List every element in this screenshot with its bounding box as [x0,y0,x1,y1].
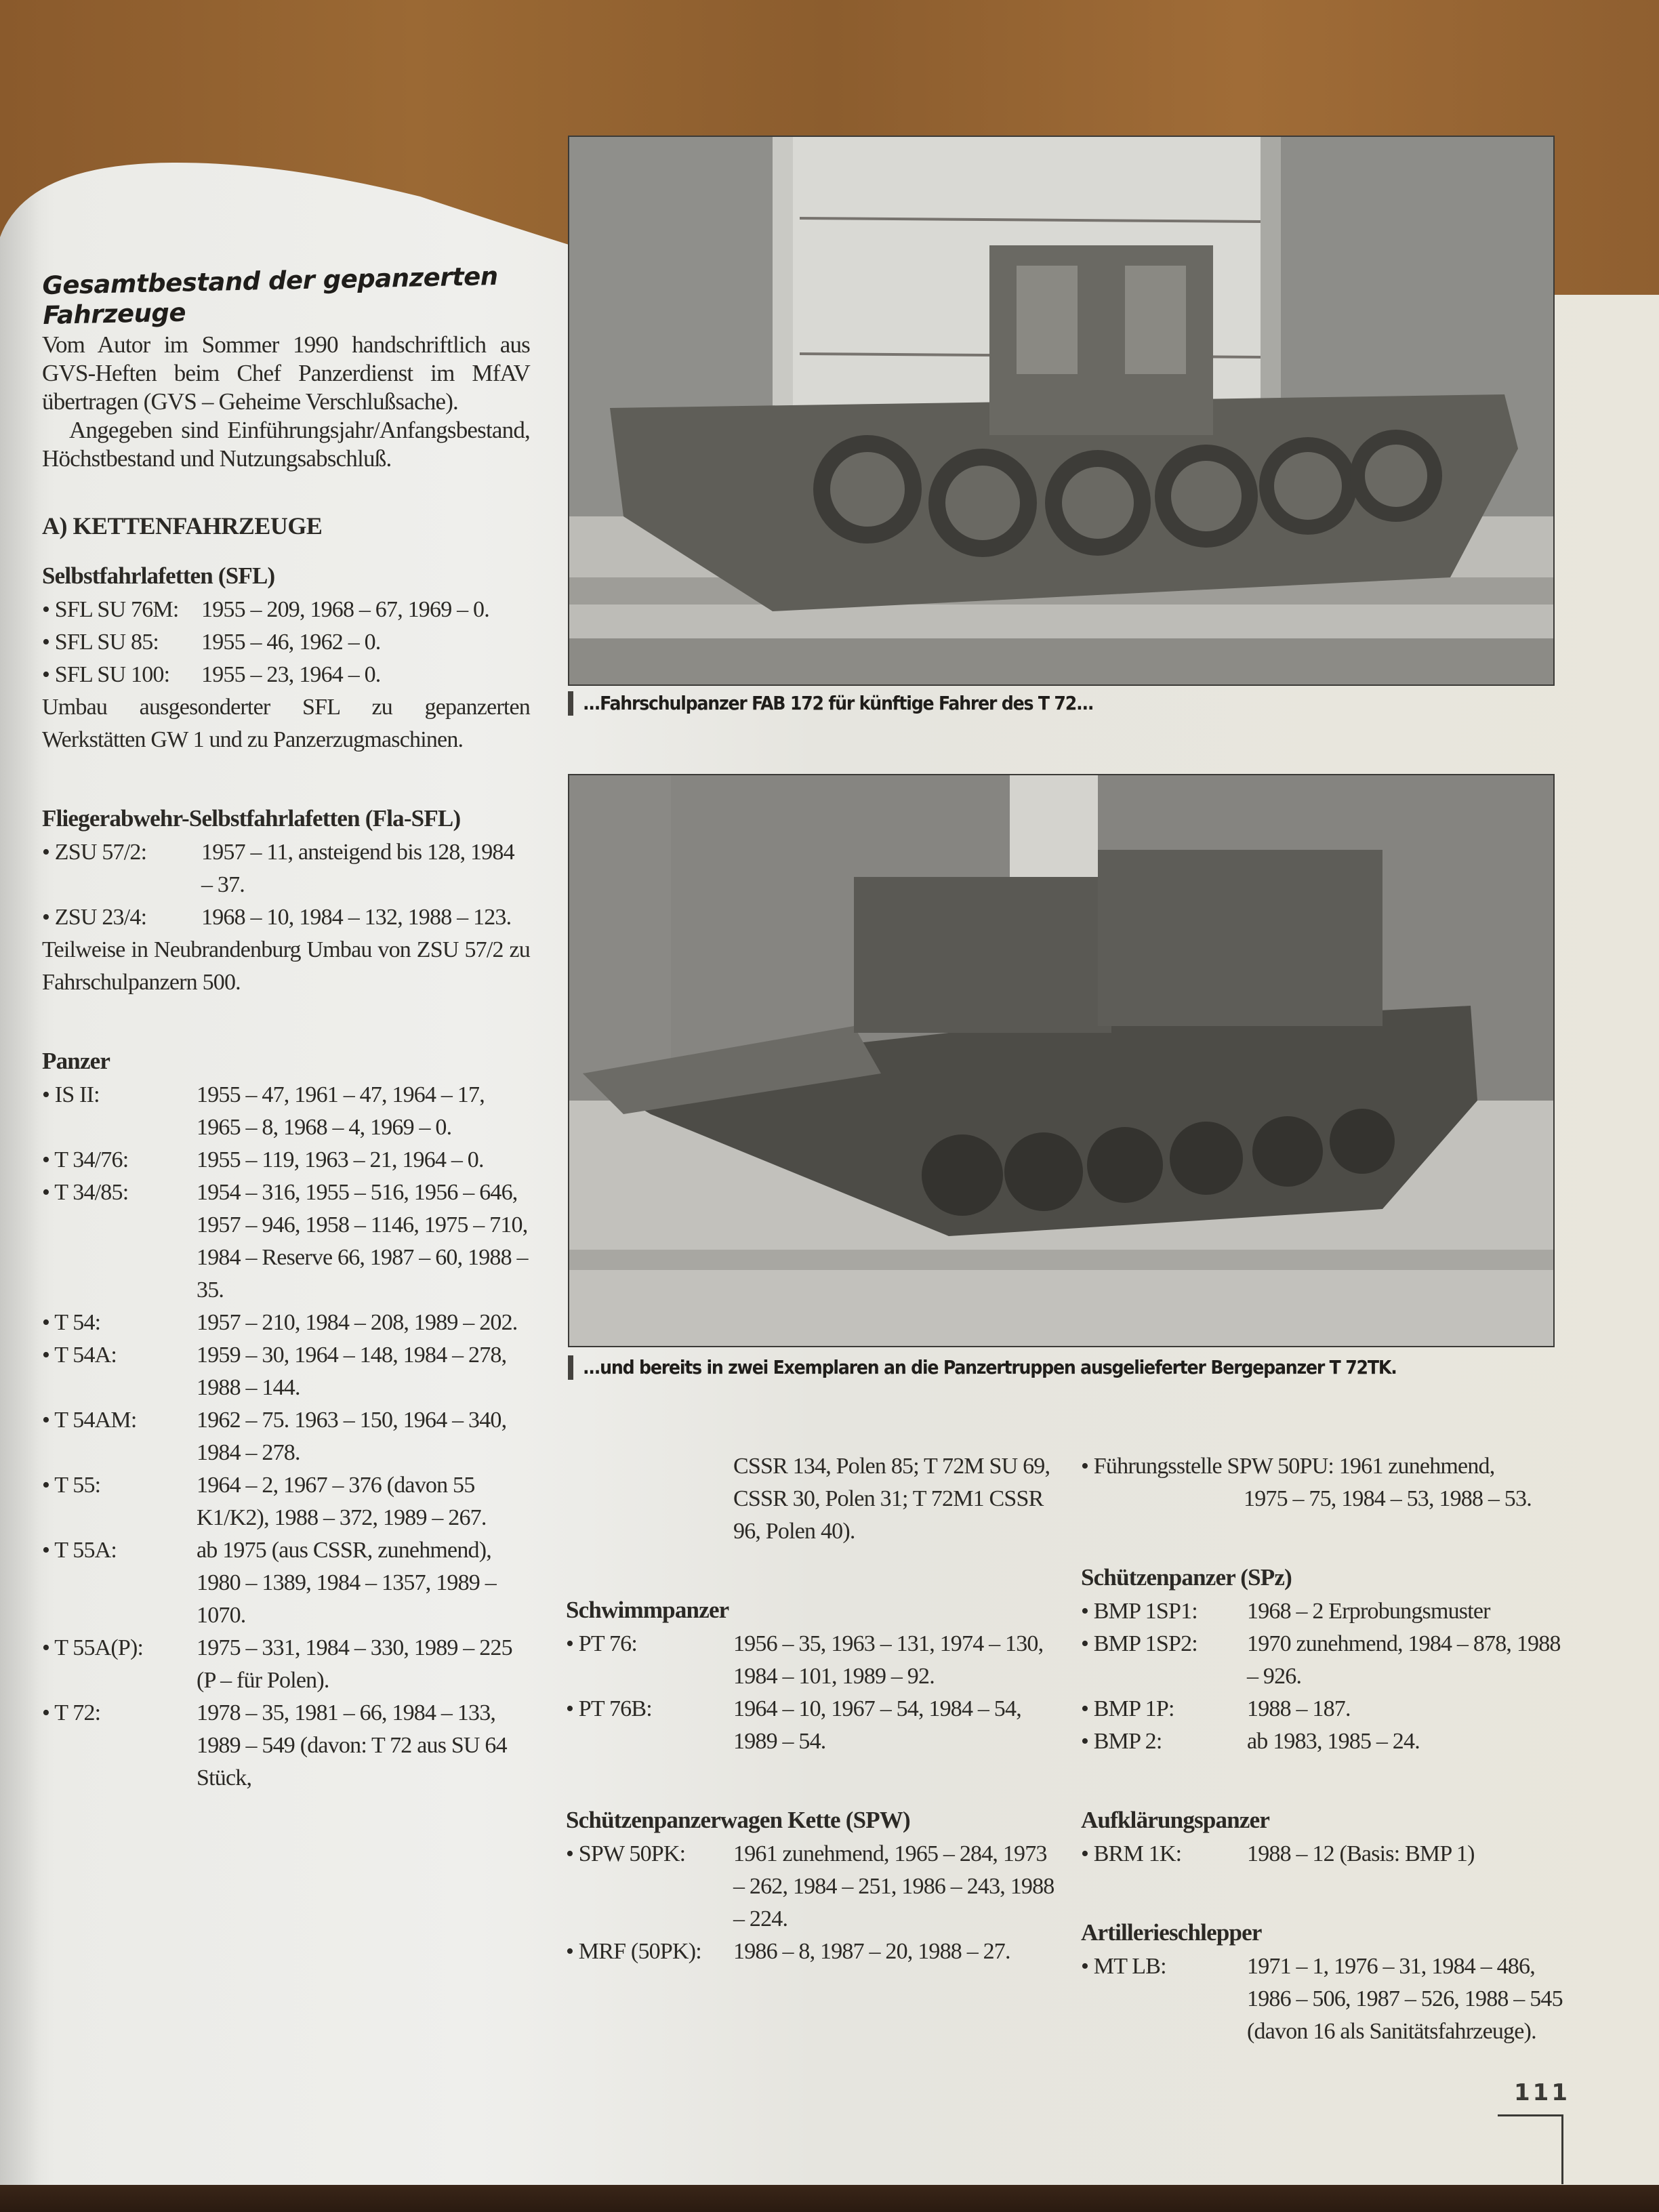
vehicle-value: 1955 – 209, 1968 – 67, 1969 – 0. [201,597,489,622]
list-item [42,1469,530,1534]
photo-caption-2: ...und bereits in zwei Exemplaren an die Panzertruppen ausgelieferter Bergepanzer T 72TK. [568,1355,1397,1380]
heading-aufklaerungspanzer: Aufklärungspanzer [1081,1807,1270,1833]
list-item [42,1339,530,1404]
vehicle-value: 1971 – 1, 1976 – 31, 1984 – 486, 1986 – 506, 1987 – 526, 1988 – 545 (davon 16 als Sanitätsfahrzeuge). [1247,1954,1563,2044]
list-item [566,1838,1061,1936]
vehicle-label: • T 55: [42,1473,101,1498]
vehicle-label: • SFL SU 85: [42,630,159,655]
vehicle-value: 1968 – 10, 1984 – 132, 1988 – 123. [201,905,512,930]
middle-column [566,1450,1061,1968]
vehicle-value: 1955 – 47, 1961 – 47, 1964 – 17, 1965 – 8, 1968 – 4, 1969 – 0. [197,1082,485,1140]
vehicle-label: • PT 76B: [566,1696,652,1721]
fuehrungsstelle-line-2: 1975 – 75, 1984 – 53, 1988 – 53. [1244,1486,1532,1511]
vehicle-label: • BMP 1P: [1081,1696,1174,1721]
list-item [42,659,530,691]
list-item [42,1307,530,1339]
table-surface [0,2185,1659,2212]
vehicle-value: 1986 – 8, 1987 – 20, 1988 – 27. [733,1939,1010,1964]
vehicle-label: • MT LB: [1081,1954,1166,1979]
vehicle-value: 1955 – 46, 1962 – 0. [201,630,381,655]
vehicle-label: • SFL SU 100: [42,662,170,687]
article-title: Gesamtbestand der gepanzerten Fahrzeuge [42,261,499,330]
list-item [42,594,530,626]
photo-fahrschulpanzer [568,136,1555,686]
vehicle-value: 1964 – 2, 1967 – 376 (davon 55 K1/K2), 1988 – 372, 1989 – 267. [197,1473,487,1530]
list-item [1081,1628,1569,1693]
vehicle-value: ab 1983, 1985 – 24. [1247,1729,1420,1754]
heading-panzer: Panzer [42,1048,110,1074]
photo-bergepanzer [568,774,1555,1347]
vehicle-value: 1956 – 35, 1963 – 131, 1974 – 130, 1984 – 101, 1989 – 92. [733,1631,1044,1689]
list-item [42,1534,530,1632]
list-item [1081,1725,1569,1758]
list-item [1081,1950,1569,2048]
vehicle-label: • MRF (50PK): [566,1939,701,1964]
vehicle-label: • T 34/76: [42,1147,129,1172]
list-item [42,1404,530,1469]
vehicle-label: • IS II: [42,1082,100,1107]
heading-sfl: Selbstfahrlafetten (SFL) [42,562,275,589]
vehicle-label: • T 55A: [42,1538,117,1563]
right-column [1081,1450,1569,2048]
left-column [42,261,530,1795]
vehicle-label: • BMP 1SP2: [1081,1631,1197,1656]
vehicle-label: • ZSU 23/4: [42,905,147,930]
vehicle-label: • T 34/85: [42,1180,129,1205]
page-gutter-shade [0,122,41,2196]
vehicle-value: 1955 – 119, 1963 – 21, 1964 – 0. [197,1147,484,1172]
vehicle-value: 1955 – 23, 1964 – 0. [201,662,381,687]
vehicle-label: • T 54AM: [42,1408,137,1433]
list-item [566,1628,1061,1693]
vehicle-label: • T 54: [42,1310,101,1335]
page-number: 111 [1514,2079,1570,2106]
vehicle-value: 1957 – 210, 1984 – 208, 1989 – 202. [197,1310,518,1335]
tank-photo-image [569,137,1553,684]
heading-fla-sfl: Fliegerabwehr-Selbstfahrlafetten (Fla-SFL) [42,805,461,832]
vehicle-value: 1957 – 11, ansteigend bis 128, 1984 – 37. [201,840,514,897]
list-item [42,626,530,659]
vehicle-label: • SPW 50PK: [566,1841,686,1866]
list-item [42,836,530,901]
vehicle-label: • BRM 1K: [1081,1841,1182,1866]
vehicle-value: 1975 – 331, 1984 – 330, 1989 – 225 (P – für Polen). [197,1635,512,1693]
vehicle-value: 1968 – 2 Erprobungsmuster [1247,1599,1490,1624]
vehicle-label: • SFL SU 76M: [42,597,179,622]
list-item [1081,1838,1569,1870]
vehicle-value: 1988 – 12 (Basis: BMP 1) [1247,1841,1475,1866]
page-corner-mark [1498,2114,1563,2184]
vehicle-value: 1962 – 75. 1963 – 150, 1964 – 340, 1984 – 278. [197,1408,507,1465]
vehicle-label: • ZSU 57/2: [42,840,147,865]
t72-continuation: CSSR 134, Polen 85; T 72M SU 69, CSSR 30, Polen 31; T 72M1 CSSR 96, Polen 40). [733,1454,1050,1544]
vehicle-value: 1954 – 316, 1955 – 516, 1956 – 646, 1957 – 946, 1958 – 1146, 1975 – 710, 1984 – Reserve 66, 1987 – 60, 1988 – 35. [197,1180,528,1303]
list-item [566,1693,1061,1758]
list-item [42,1632,530,1697]
vehicle-label: • PT 76: [566,1631,638,1656]
photo-caption-1: ...Fahrschulpanzer FAB 172 für künftige Fahrer des T 72... [568,691,1093,716]
vehicle-value: ab 1975 (aus CSSR, zunehmend), 1980 – 1389, 1984 – 1357, 1989 – 1070. [197,1538,496,1628]
list-item [1081,1595,1569,1628]
vehicle-value: 1978 – 35, 1981 – 66, 1984 – 133, 1989 – 549 (davon: T 72 aus SU 64 Stück, [197,1700,507,1790]
sfl-note: Umbau ausgesonderter SFL zu gepanzerten Werkstätten GW 1 und zu Panzerzugmaschinen. [42,695,530,752]
vehicle-value: 1961 zunehmend, 1965 – 284, 1973 – 262, 1984 – 251, 1986 – 243, 1988 – 224. [733,1841,1054,1931]
list-item [42,1697,530,1795]
list-item [42,1176,530,1307]
recovery-tank-photo-image [569,775,1553,1346]
vehicle-value: 1959 – 30, 1964 – 148, 1984 – 278, 1988 – 144. [197,1343,507,1400]
list-item [566,1936,1061,1968]
vehicle-label: • T 55A(P): [42,1635,144,1660]
vehicle-value: 1988 – 187. [1247,1696,1351,1721]
vehicle-label: • T 72: [42,1700,101,1725]
fuehrungsstelle-line-1: • Führungsstelle SPW 50PU: 1961 zunehmend, [1081,1454,1495,1479]
list-item [1081,1693,1569,1725]
intro-paragraph-2: Angegeben sind Einführungsjahr/Anfangsbestand, Höchstbestand und Nutzungsabschluß. [42,417,530,472]
fla-note: Teilweise in Neubrandenburg Umbau von ZSU 57/2 zu Fahrschulpanzern 500. [42,937,530,995]
list-item [42,1144,530,1176]
vehicle-label: • T 54A: [42,1343,117,1368]
vehicle-value: 1970 zunehmend, 1984 – 878, 1988 – 926. [1247,1631,1561,1689]
list-item [42,901,530,934]
heading-spw: Schützenpanzerwagen Kette (SPW) [566,1807,910,1833]
heading-artillerieschlepper: Artillerieschlepper [1081,1919,1262,1946]
list-item [42,1079,530,1144]
intro-paragraph: Vom Autor im Sommer 1990 handschriftlich aus GVS-Heften beim Chef Panzerdienst im MfAV übertragen (GVS – Geheime Verschlußsache). [42,331,530,415]
heading-spz: Schützenpanzer (SPz) [1081,1564,1292,1591]
list-item-fuehrungsstelle [1081,1450,1569,1515]
vehicle-label: • BMP 2: [1081,1729,1162,1754]
section-heading-kettenfahrzeuge: A) KETTENFAHRZEUGE [42,512,323,539]
heading-schwimmpanzer: Schwimmpanzer [566,1597,729,1623]
vehicle-label: • BMP 1SP1: [1081,1599,1197,1624]
vehicle-value: 1964 – 10, 1967 – 54, 1984 – 54, 1989 – 54. [733,1696,1021,1754]
